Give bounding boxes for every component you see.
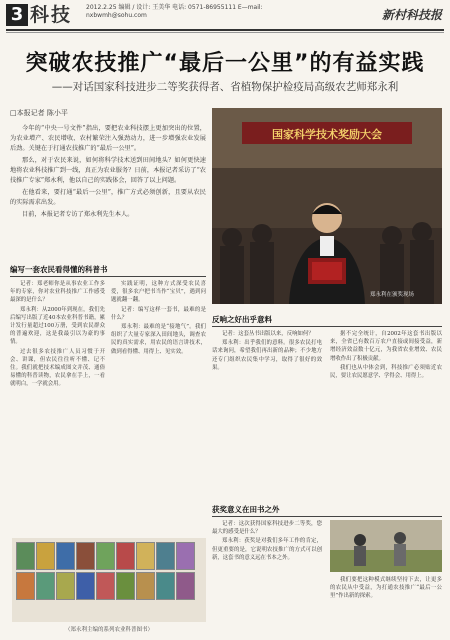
field-photo bbox=[330, 520, 442, 572]
section-heading: 编写一套农民看得懂的科普书 bbox=[10, 264, 206, 277]
intro-paragraph: 今年的“中央一号文件”指出，要把农业科技摆上更加突出的位置，为农业增产、农民增收、农村繁荣注入强劲动力，进一步增强农业发展后劲。关键在于打通农技推广的“最后一公里”。 bbox=[10, 125, 206, 152]
book-series-image bbox=[12, 538, 206, 622]
header-rule bbox=[6, 29, 444, 31]
award-photo bbox=[212, 108, 442, 304]
section-name: 科技 bbox=[30, 4, 73, 26]
section-paragraph: 郑永利：获奖是对我们多年工作的肯定，但更重要的是，它说明农技推广的方式可以创新，这套书的意义远在书本之外。 bbox=[212, 538, 322, 561]
section-paragraph: 记者：编写这样一套书，最难的是什么？ bbox=[111, 306, 206, 321]
photo-caption: 郑永利在颁奖现场 bbox=[370, 292, 415, 298]
section-paragraph: 据不完全统计，自2002年这套书出版以来，全省已有数百万农户直接或间接受益，新增经济效益数十亿元，为我省农业增效、农民增收作出了积极贡献。 bbox=[330, 331, 442, 362]
field-photo-image bbox=[330, 520, 442, 572]
section-heading: 反响之好出乎意料 bbox=[212, 314, 442, 327]
section-paragraph: 我们要把这种模式继续坚持下去，让更多的农民从中受益，为打通农技推广“最后一公里”作出新的探索。 bbox=[330, 577, 442, 600]
section-paragraph: 实践证明，这种方式深受农民喜爱，很多农户把书当作“宝贝”，遇到问题就翻一翻。 bbox=[111, 281, 206, 304]
article-intro bbox=[10, 124, 206, 222]
section-body-col1 bbox=[212, 330, 322, 498]
section-paragraph: 记者：这次获得国家科技进步二等奖，您最大的感受是什么？ bbox=[212, 521, 322, 536]
book-caption: （郑永利主编的系列农业科普图书） bbox=[64, 627, 153, 633]
section-paragraph: 郑永利：最难的是“接地气”。我们组织了大量专家深入田间地头，调查农民的真实需求，用农民的语言讲技术，做到看得懂、用得上、见实效。 bbox=[111, 324, 206, 355]
section-paragraph: 记者：这套丛书出版以来，反响如何？ bbox=[222, 331, 314, 337]
article-title: 突破农技推广“最后一公里”的有益实践 bbox=[25, 51, 425, 76]
section-body-col1 bbox=[10, 280, 105, 530]
section-paragraph: 过去很多农技推广人员习惯于开会、讲课，但农民往往听不懂、记不住。我们就把技术编成图文并茂、通俗易懂的科普读物，农民拿在手上，一看就明白，一学就会用。 bbox=[10, 348, 105, 388]
byline: □本报记者 陈小平 bbox=[10, 109, 68, 117]
header-rule-thin bbox=[6, 32, 444, 33]
section-body-col2 bbox=[330, 330, 442, 498]
section-body-col2 bbox=[111, 280, 206, 530]
intro-paragraph: 目前，本报记者专访了郑永利先生本人。 bbox=[22, 211, 134, 218]
section-paragraph: 郑永利：出乎我们的意料。很多农民打电话来询问，希望我们再出新的品种；不少地方还专门组织农民集中学习，取得了很好的效果。 bbox=[212, 340, 322, 371]
section-paragraph: 郑永利：从2000年到现在，我们先后编写出版了近40本农业科普书籍，累计发行量超过100万册，受到农民群众的普遍欢迎，这是我最引以为豪的事情。 bbox=[10, 306, 105, 346]
intro-paragraph: 在他看来，要打通“最后一公里”，推广方式必须创新，且要从农民的实际需求出发。 bbox=[10, 189, 206, 206]
header-meta: 2012.2.25 编辑 / 设计: 王美华 电话: 0571-86955111 E—mail: nxbwmh@sohu.com bbox=[86, 4, 263, 19]
section-paragraph: 我们也从中体会到，科技推广必须贴近农民，要让农民愿意学、学得会、用得上。 bbox=[330, 364, 442, 380]
intro-paragraph: 那么，对于农民来说，如何将科学技术送到田间地头？如何更快速地将农业科技推广到一线，真正为农业服务？日前，本报记者采访了“农技推广专家”郑永利，他以自己的实践体会，回答了以上问题。 bbox=[10, 157, 206, 184]
page-number: 3 bbox=[6, 4, 28, 26]
section-paragraph: 记者：郑老师你是从事农业工作多年的专家，你对农业科技推广工作感受最深的是什么？ bbox=[10, 281, 105, 304]
section-body-col1 bbox=[212, 520, 322, 634]
award-photo-image bbox=[212, 108, 442, 304]
newspaper-logo: 新村科技报 bbox=[381, 8, 442, 22]
section-heading: 获奖意义在田书之外 bbox=[212, 504, 442, 517]
section-body-col2 bbox=[330, 576, 442, 634]
article-subtitle: ——对话国家科技进步二等奖获得者、省植物保护检疫局高级农艺师郑永利 bbox=[51, 81, 399, 93]
photo-banner-text: 国家科学技术奖励大会 bbox=[272, 128, 382, 141]
